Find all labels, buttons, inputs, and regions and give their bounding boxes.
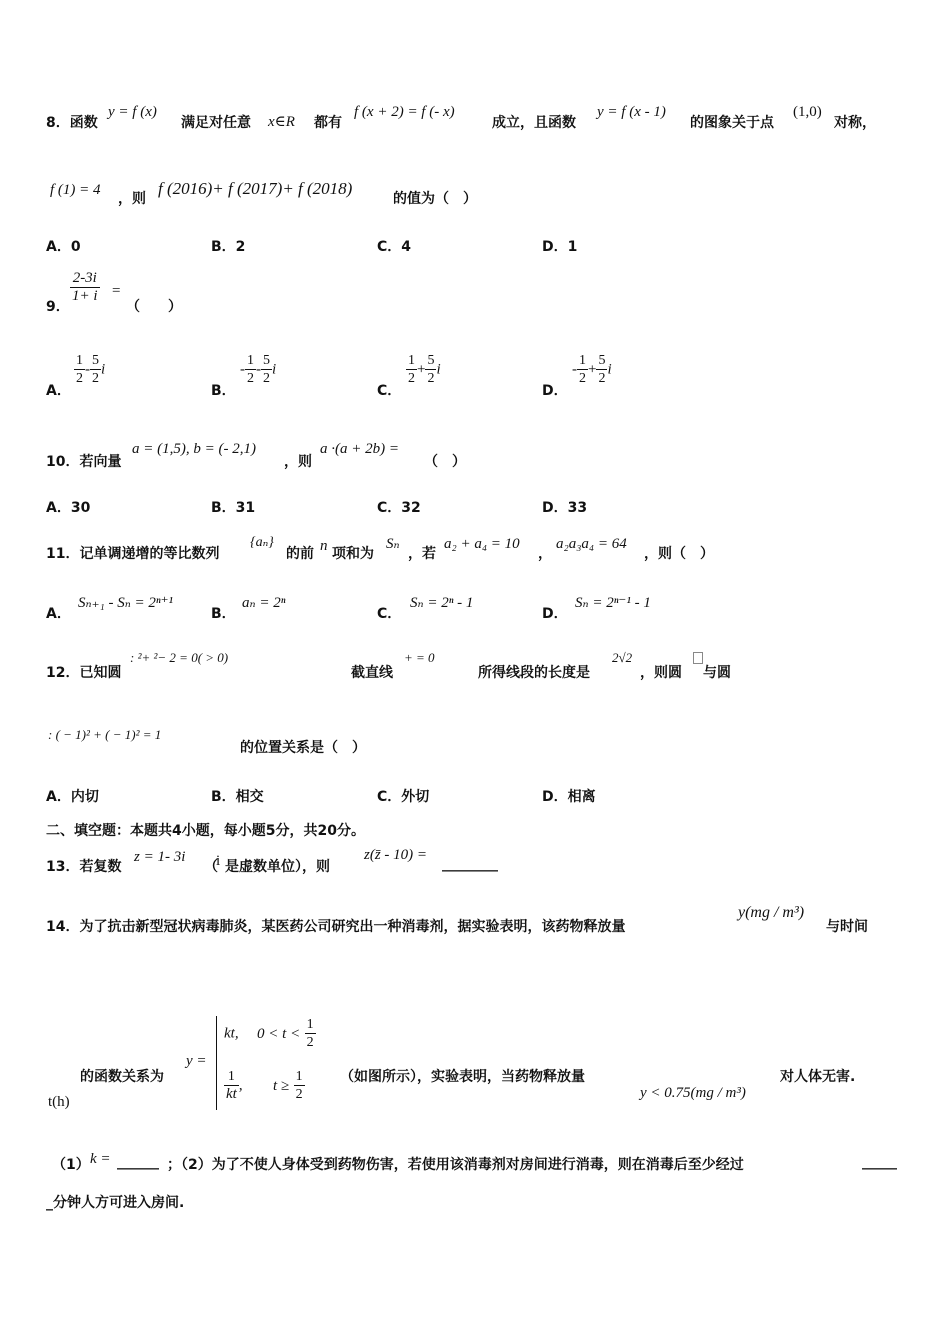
- math-expr-line: + = 0: [404, 650, 435, 665]
- option-b-expr: aₙ = 2ⁿ: [242, 595, 286, 611]
- option-b-expr: - $\frac{1}{2}$ - $\frac{5}{2}$ i: [240, 353, 277, 386]
- question-12-line: 12．已知圆: [46, 665, 122, 681]
- question-number: 9．: [46, 299, 70, 315]
- math-expr: i: [216, 853, 221, 869]
- option-a: A．30: [46, 500, 91, 516]
- option-a-label: A．: [46, 383, 71, 399]
- math-y-equals: y =: [186, 1053, 207, 1069]
- question-8-line1: 8．函数: [46, 115, 98, 131]
- option-b: B．2: [211, 239, 246, 255]
- question-14-line4: _分钟人方可进入房间.: [46, 1195, 185, 1211]
- answer-blank[interactable]: ________: [442, 856, 498, 872]
- option-a-expr: Sₙ₊₁ - Sₙ = 2ⁿ⁺¹: [78, 595, 174, 611]
- math-expr: 2√2: [612, 650, 633, 665]
- option-c: C．32: [377, 500, 421, 516]
- option-c-label: C．: [377, 383, 402, 399]
- option-c: C．4: [377, 239, 412, 255]
- question-number: 11．: [46, 546, 80, 562]
- option-d-label: D．: [542, 606, 568, 622]
- symbol-glyph: [693, 652, 703, 664]
- question-11-line: 11．记单调递增的等比数列: [46, 546, 220, 562]
- option-a: A．内切: [46, 789, 99, 805]
- option-b-label: B．: [211, 383, 236, 399]
- question-13-line: 13．若复数: [46, 859, 122, 875]
- answer-blank-1[interactable]: ______: [117, 1154, 159, 1170]
- option-d: D．1: [542, 239, 578, 255]
- math-expr: a₂a₃a₄ = 64: [556, 536, 627, 552]
- math-expr: Sₙ: [386, 536, 400, 552]
- math-expr: f (x + 2) = f (- x): [354, 104, 455, 120]
- math-expr: y < 0.75(mg / m³): [640, 1085, 746, 1101]
- option-d: D．相离: [542, 789, 596, 805]
- option-b-label: B．: [211, 606, 236, 622]
- math-expr: z(z̄ - 10) =: [364, 847, 428, 863]
- option-a-label: A．: [46, 606, 71, 622]
- option-d-expr: Sₙ = 2ⁿ⁻¹ - 1: [575, 595, 651, 611]
- math-expr: z = 1- 3i: [134, 849, 186, 865]
- option-a-expr: $\frac{1}{2}$ - $\frac{5}{2}$ i: [76, 353, 106, 386]
- question-14-line1: 14．为了抗击新型冠状病毒肺炎，某医药公司研究出一种消毒剂，据实验表明，该药物释放量: [46, 919, 626, 935]
- piecewise-case-1: kt, 0 < t < $\frac{1}{2}$: [224, 1017, 314, 1050]
- option-d-label: D．: [542, 383, 568, 399]
- question-14-line3: （1）: [52, 1157, 90, 1173]
- math-expr: f (2016)+ f (2017)+ f (2018): [158, 179, 353, 198]
- math-expr: k =: [90, 1151, 111, 1167]
- section-heading: 二、填空题：本题共4小题，每小题5分，共20分。: [46, 823, 365, 839]
- math-expr: a ·(a + 2b) =: [320, 441, 399, 457]
- question-number: 12．: [46, 665, 80, 681]
- math-expr-th: t(h): [48, 1094, 70, 1110]
- answer-blank-2-cont[interactable]: _: [46, 1195, 53, 1211]
- math-expr: x∈R: [268, 114, 295, 130]
- math-expr: {aₙ}: [250, 535, 274, 550]
- question-number: 13．: [46, 859, 80, 875]
- option-b: B．相交: [211, 789, 264, 805]
- math-expr: n: [320, 538, 328, 554]
- option-c: C．外切: [377, 789, 430, 805]
- math-expr-circle-m: : ²+ ²− 2 = 0( > 0): [130, 650, 229, 665]
- math-expr: (1,0): [793, 104, 822, 120]
- math-expr: y(mg / m³): [738, 904, 805, 921]
- math-expr: y = f (x): [108, 104, 157, 120]
- math-expr-circle-n: : ( − 1)² + ( − 1)² = 1: [48, 727, 162, 742]
- option-c-expr: Sₙ = 2ⁿ - 1: [410, 595, 474, 611]
- question-number: 8．: [46, 115, 70, 131]
- math-expr: a₂ + a₄ = 10: [444, 536, 520, 552]
- question-number: 10．: [46, 454, 80, 470]
- math-expr: a = (1,5), b = (- 2,1): [132, 441, 256, 457]
- question-10-line: 10．若向量: [46, 454, 122, 470]
- piecewise-case-2: $\frac{1}{kt}$ , t ≥ $\frac{1}{2}$: [226, 1069, 303, 1102]
- piecewise-brace: [216, 1016, 217, 1110]
- option-a: A．0: [46, 239, 81, 255]
- option-b: B．31: [211, 500, 256, 516]
- option-d: D．33: [542, 500, 588, 516]
- question-number: 14．: [46, 919, 80, 935]
- option-c-expr: $\frac{1}{2}$ + $\frac{5}{2}$ i: [408, 353, 441, 386]
- option-c-label: C．: [377, 606, 402, 622]
- answer-blank-2[interactable]: _____: [862, 1154, 897, 1170]
- fraction: $\frac{2-3i}{1+ i}$: [72, 270, 98, 304]
- option-d-expr: - $\frac{1}{2}$ + $\frac{5}{2}$ i: [572, 353, 612, 386]
- math-expr: f (1) = 4: [50, 182, 101, 198]
- math-expr: y = f (x - 1): [597, 104, 666, 120]
